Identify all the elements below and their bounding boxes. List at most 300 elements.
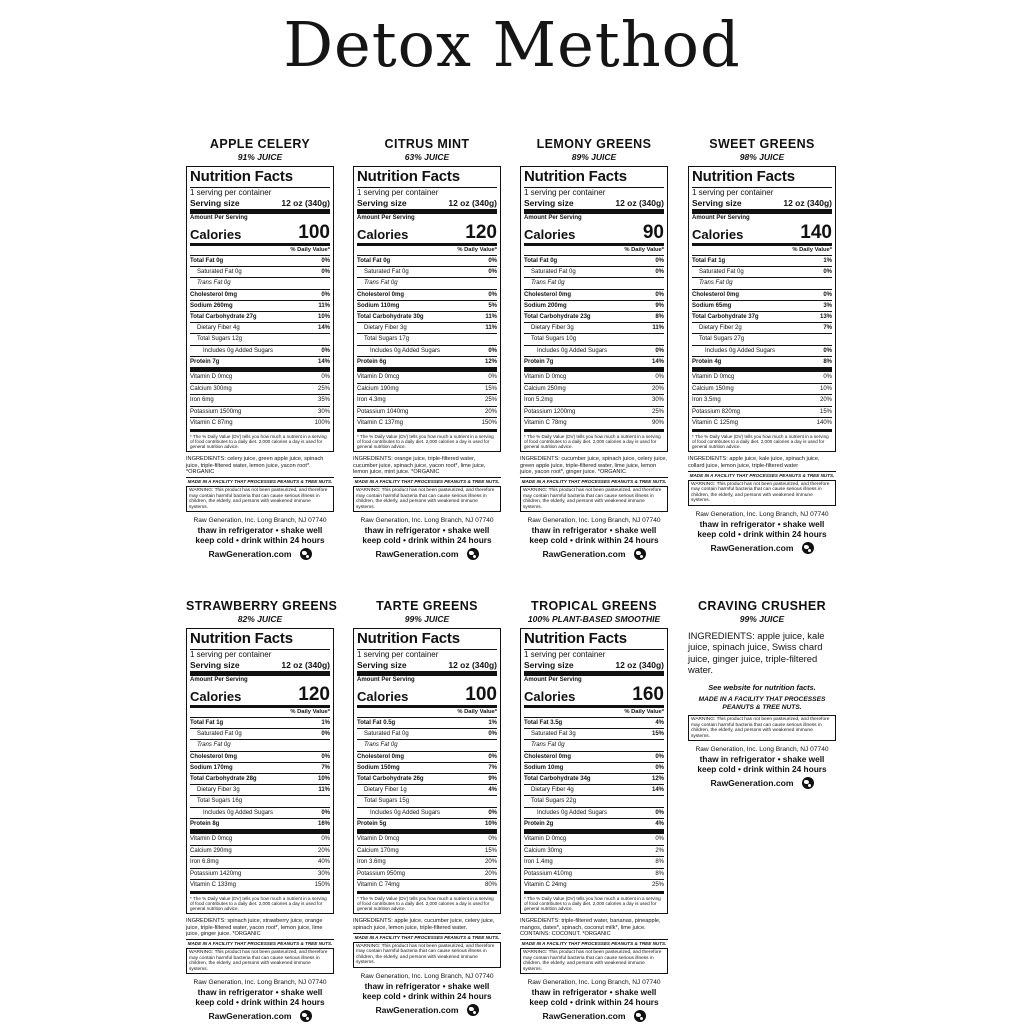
nutrient-row bbox=[357, 740, 497, 751]
vitamin-name: Potassium 1500mg bbox=[190, 408, 242, 415]
vitamin-dv: 0% bbox=[488, 836, 497, 843]
nutrient-row bbox=[190, 290, 330, 301]
nutrient-dv: 11% bbox=[652, 325, 664, 332]
facility-note: MADE IN A FACILITY THAT PROCESSES PEANUTS & TREE NUTS. bbox=[187, 479, 333, 485]
nutrient-name: Protein 7g bbox=[524, 358, 554, 365]
nutrient-row bbox=[524, 740, 664, 751]
nutrition-facts-panel bbox=[353, 628, 501, 914]
vitamin-name: Vitamin C 74mg bbox=[357, 882, 400, 889]
nutrient-dv: 0% bbox=[488, 347, 497, 354]
nutrient-name: Sodium 110mg bbox=[357, 302, 400, 309]
nutrient-dv: 15% bbox=[651, 731, 664, 738]
serving-size-value: 12 oz (340g) bbox=[783, 198, 832, 208]
vitamin-dv: 25% bbox=[317, 385, 330, 392]
nutrient-row bbox=[692, 346, 832, 357]
vitamin-dv: 25% bbox=[651, 408, 664, 415]
ingredients: INGREDIENTS: celery juice, green apple juice, spinach juice, triple-filtered water, lemon juice, yacon root*. *ORGANIC bbox=[186, 452, 334, 478]
serving-size-label: Serving size bbox=[692, 198, 742, 208]
serving-size-label: Serving size bbox=[190, 660, 240, 670]
amount-per-serving: Amount Per Serving bbox=[692, 215, 750, 221]
nutrient-name: Sodium 65mg bbox=[692, 302, 732, 309]
vitamin-row bbox=[357, 407, 497, 419]
vitamin-dv: 10% bbox=[819, 385, 832, 392]
nutrient-name: Trans Fat 0g bbox=[364, 280, 398, 287]
vitamin-dv: 20% bbox=[317, 847, 330, 854]
calories-value: 90 bbox=[642, 222, 664, 243]
nutrient-dv: 11% bbox=[318, 302, 330, 309]
servings-per-container: 1 serving per container bbox=[190, 650, 272, 659]
amount-per-serving: Amount Per Serving bbox=[524, 215, 582, 221]
nutrient-name: Saturated Fat 0g bbox=[699, 269, 744, 276]
nutrition-facts-panel bbox=[353, 166, 501, 452]
nutrient-dv: 13% bbox=[819, 314, 832, 321]
vitamin-dv: 25% bbox=[484, 397, 497, 404]
vitamin-row bbox=[524, 372, 664, 384]
nutrient-dv: 11% bbox=[485, 314, 497, 321]
product-card-tarte-greens bbox=[353, 598, 501, 1016]
nutrient-name: Includes 0g Added Sugars bbox=[537, 809, 608, 816]
nutrient-name: Dietary Fiber 1g bbox=[364, 787, 407, 794]
nutrient-name: Total Sugars 12g bbox=[197, 336, 243, 343]
daily-value-header: % Daily Value* bbox=[190, 708, 330, 718]
nutrient-row bbox=[524, 346, 664, 357]
product-card-sweet-greens bbox=[688, 136, 836, 554]
vitamin-row bbox=[357, 857, 497, 869]
card-header bbox=[186, 136, 334, 166]
vitamin-name: Calcium 190mg bbox=[357, 385, 399, 392]
juice-percent: 91% JUICE bbox=[237, 152, 283, 162]
vitamin-name: Calcium 250mg bbox=[524, 385, 566, 392]
nutrient-dv: 0% bbox=[823, 269, 832, 276]
nutrient-name: Protein 6g bbox=[357, 358, 387, 365]
website-link[interactable]: RawGeneration.com bbox=[208, 548, 292, 559]
nutrient-row bbox=[524, 718, 664, 729]
vitamin-row bbox=[190, 869, 330, 881]
nutrient-dv: 7% bbox=[823, 325, 832, 332]
daily-value-footnote: * The % Daily Value (DV) tells you how much a nutrient in a serving of food contributes to a daily diet. 2,000 calories a day is used for general nutrition advice. bbox=[524, 895, 661, 911]
vitamin-name: Vitamin C 78mg bbox=[524, 420, 567, 427]
nutrient-row bbox=[190, 729, 330, 740]
nutrient-name: Cholesterol 0mg bbox=[524, 291, 572, 298]
vitamin-dv: 0% bbox=[655, 836, 664, 843]
website-link[interactable]: RawGeneration.com bbox=[710, 778, 794, 789]
nutrient-row bbox=[524, 796, 664, 807]
vitamin-name: Calcium 30mg bbox=[524, 847, 563, 854]
product-card-lemony-greens bbox=[520, 136, 668, 560]
product-card-tropical-greens bbox=[520, 598, 668, 1022]
juice-percent: 82% JUICE bbox=[237, 614, 283, 624]
vitamin-row bbox=[357, 384, 497, 396]
vitamin-row bbox=[190, 384, 330, 396]
serving-size-value: 12 oz (340g) bbox=[448, 660, 497, 670]
nutrient-name: Dietary Fiber 3g bbox=[197, 787, 240, 794]
website-link[interactable]: RawGeneration.com bbox=[542, 548, 626, 559]
nutrient-row bbox=[357, 763, 497, 774]
daily-value-header: % Daily Value* bbox=[357, 708, 497, 718]
page-title: Detox Method bbox=[283, 8, 741, 81]
daily-value-footnote: * The % Daily Value (DV) tells you how much a nutrient in a serving of food contributes to a daily diet. 2,000 calories a day is used for general nutrition advice. bbox=[190, 895, 327, 911]
instructions-line-1: thaw in refrigerator • shake well bbox=[197, 524, 323, 535]
product-name: CITRUS MINT bbox=[384, 137, 470, 151]
product-name: SWEET GREENS bbox=[709, 137, 815, 151]
nutrient-name: Cholesterol 0mg bbox=[692, 291, 740, 298]
vitamin-dv: 8% bbox=[655, 870, 664, 877]
globe-icon bbox=[634, 1010, 646, 1022]
nutrient-row bbox=[357, 312, 497, 323]
nutrient-name: Includes 0g Added Sugars bbox=[705, 347, 776, 354]
vitamin-name: Vitamin D 0mcg bbox=[524, 374, 567, 381]
nutrient-name: Includes 0g Added Sugars bbox=[370, 347, 441, 354]
vitamin-row bbox=[524, 384, 664, 396]
nutrient-name: Trans Fat 0g bbox=[531, 280, 565, 287]
facility-note: MADE IN A FACILITY THAT PROCESSES PEANUTS & TREE NUTS. bbox=[521, 479, 667, 485]
instructions-line-1: thaw in refrigerator • shake well bbox=[531, 524, 657, 535]
calories-value: 120 bbox=[298, 684, 330, 705]
servings-per-container: 1 serving per container bbox=[357, 650, 439, 659]
daily-value-footnote: * The % Daily Value (DV) tells you how much a nutrient in a serving of food contributes to a daily diet. 2,000 calories a day is used for general nutrition advice. bbox=[692, 433, 829, 449]
facility-note: MADE IN A FACILITY THAT PROCESSES PEANUTS & TREE NUTS. bbox=[521, 941, 667, 947]
website-row bbox=[520, 1007, 668, 1022]
nutrient-name: Total Fat 0g bbox=[357, 258, 391, 264]
nutrition-note: See website for nutrition facts. bbox=[708, 682, 816, 692]
nutrient-row bbox=[190, 819, 330, 834]
nutrient-row bbox=[692, 312, 832, 323]
vitamin-row bbox=[692, 407, 832, 419]
globe-icon bbox=[802, 542, 814, 554]
calories-label: Calories bbox=[692, 227, 744, 242]
nutrient-dv: 12% bbox=[651, 776, 664, 783]
amount-per-serving: Amount Per Serving bbox=[524, 677, 582, 683]
nutrient-row bbox=[692, 357, 832, 372]
juice-percent: 99% JUICE bbox=[739, 614, 785, 624]
vitamin-dv: 35% bbox=[317, 397, 330, 404]
serving-size-value: 12 oz (340g) bbox=[281, 198, 330, 208]
amount-per-serving: Amount Per Serving bbox=[357, 677, 415, 683]
nutrient-dv: 0% bbox=[823, 347, 832, 354]
nutrient-name: Includes 0g Added Sugars bbox=[203, 347, 274, 354]
nutrient-dv: 0% bbox=[488, 258, 497, 264]
juice-percent: 100% PLANT-BASED SMOOTHIE bbox=[527, 614, 661, 624]
nutrient-row bbox=[357, 752, 497, 763]
vitamin-row bbox=[190, 880, 330, 894]
nutrient-row bbox=[190, 278, 330, 289]
calories-row bbox=[692, 223, 832, 246]
vitamin-dv: 30% bbox=[651, 397, 664, 404]
nutrient-row bbox=[190, 718, 330, 729]
nutrient-row bbox=[357, 267, 497, 278]
vitamin-name: Potassium 410mg bbox=[524, 870, 573, 877]
vitamin-dv: 15% bbox=[484, 385, 497, 392]
nutrient-dv: 1% bbox=[823, 258, 832, 264]
website-link[interactable]: RawGeneration.com bbox=[542, 1010, 626, 1021]
nutrient-row bbox=[190, 323, 330, 334]
vitamin-name: Iron 1.4mg bbox=[524, 859, 553, 866]
nutrient-row bbox=[357, 278, 497, 289]
serving-size-value: 12 oz (340g) bbox=[281, 660, 330, 670]
vitamin-name: Potassium 820mg bbox=[692, 408, 741, 415]
vitamin-dv: 0% bbox=[488, 374, 497, 381]
nutrient-name: Total Fat 1g bbox=[692, 258, 726, 264]
nutrient-dv: 9% bbox=[655, 302, 664, 309]
nutrient-row bbox=[357, 256, 497, 267]
juice-percent: 98% JUICE bbox=[739, 152, 785, 162]
vitamin-dv: 15% bbox=[484, 847, 497, 854]
nutrient-name: Trans Fat 0g bbox=[197, 742, 231, 749]
nutrient-dv: 12% bbox=[484, 358, 497, 365]
calories-row bbox=[524, 223, 664, 246]
nutrient-name: Trans Fat 0g bbox=[364, 742, 398, 749]
vitamin-name: Potassium 950mg bbox=[357, 870, 406, 877]
vitamin-row bbox=[692, 372, 832, 384]
vitamin-row bbox=[190, 395, 330, 407]
nutrition-facts-panel bbox=[520, 628, 668, 914]
nutrient-dv: 14% bbox=[317, 325, 330, 332]
vitamin-dv: 150% bbox=[481, 420, 497, 427]
product-card-apple-celery bbox=[186, 136, 334, 560]
nutrient-name: Total Carbohydrate 27g bbox=[190, 314, 257, 321]
vitamin-name: Iron 3.6mg bbox=[357, 859, 386, 866]
website-link[interactable]: RawGeneration.com bbox=[710, 542, 794, 553]
website-row bbox=[186, 1007, 334, 1022]
calories-label: Calories bbox=[190, 227, 242, 242]
nutrient-name: Total Carbohydrate 37g bbox=[692, 314, 759, 321]
vitamin-dv: 140% bbox=[816, 420, 832, 427]
vitamin-dv: 40% bbox=[317, 859, 330, 866]
globe-icon bbox=[634, 548, 646, 560]
vitamin-name: Vitamin C 133mg bbox=[190, 882, 236, 889]
product-card-strawberry-greens bbox=[186, 598, 338, 1022]
warning-box: WARNING: This product has not been pasteurized, and therefore may contain harmful bacteria that can cause serious illness in children, the elderly, and persons with weakened immune systems. bbox=[353, 486, 501, 512]
serving-size-row bbox=[357, 660, 497, 676]
vitamin-row bbox=[190, 834, 330, 846]
nutrient-name: Includes 0g Added Sugars bbox=[203, 809, 274, 816]
instructions-line-2: keep cold • drink within 24 hours bbox=[195, 534, 325, 545]
daily-value-footnote: * The % Daily Value (DV) tells you how much a nutrient in a serving of food contributes to a daily diet. 2,000 calories a day is used for general nutrition advice. bbox=[357, 895, 494, 911]
nutrient-row bbox=[524, 301, 664, 312]
nutrition-facts-title: Nutrition Facts bbox=[357, 168, 497, 188]
daily-value-header: % Daily Value* bbox=[692, 246, 832, 256]
maker-address: Raw Generation, Inc. Long Branch, NJ 07740 bbox=[527, 978, 661, 986]
vitamin-name: Potassium 1200mg bbox=[524, 408, 576, 415]
nutrient-dv: 0% bbox=[321, 269, 330, 276]
nutrient-dv: 0% bbox=[488, 731, 497, 738]
globe-icon bbox=[467, 548, 479, 560]
nutrient-row bbox=[357, 357, 497, 372]
serving-size-value: 12 oz (340g) bbox=[615, 660, 664, 670]
calories-row bbox=[190, 685, 330, 708]
ingredients: INGREDIENTS: triple-filtered water, bananas, pineapple, mangos, dates*, spinach, coconut milk*, lime juice. CONTAINS: COCONUT. *ORGANIC bbox=[520, 914, 668, 940]
vitamin-name: Vitamin C 125mg bbox=[692, 420, 738, 427]
nutrient-name: Dietary Fiber 3g bbox=[364, 325, 407, 332]
calories-label: Calories bbox=[357, 689, 409, 704]
nutrient-row bbox=[692, 256, 832, 267]
nutrient-name: Total Fat 0g bbox=[190, 258, 224, 264]
nutrient-name: Sodium 200mg bbox=[524, 302, 567, 309]
website-link[interactable]: RawGeneration.com bbox=[375, 548, 459, 559]
vitamin-name: Iron 3.5mg bbox=[692, 397, 721, 404]
nutrient-row bbox=[692, 323, 832, 334]
facility-note: MADE IN A FACILITY THAT PROCESSES PEANUTS & TREE NUTS. bbox=[698, 695, 826, 712]
instructions-line-1: thaw in refrigerator • shake well bbox=[699, 754, 825, 765]
vitamin-dv: 15% bbox=[819, 408, 832, 415]
servings-per-container: 1 serving per container bbox=[692, 188, 774, 197]
vitamin-dv: 0% bbox=[823, 374, 832, 381]
nutrient-row bbox=[692, 334, 832, 345]
nutrient-dv: 0% bbox=[655, 809, 664, 816]
nutrient-name: Total Sugars 10g bbox=[531, 336, 577, 343]
vitamin-name: Calcium 170mg bbox=[357, 847, 399, 854]
nutrient-row bbox=[190, 301, 330, 312]
vitamin-dv: 2% bbox=[655, 847, 664, 854]
nutrient-row bbox=[190, 774, 330, 785]
nutrient-row bbox=[190, 346, 330, 357]
website-row bbox=[186, 545, 334, 560]
nutrient-name: Cholesterol 0mg bbox=[357, 753, 405, 760]
nutrient-name: Sodium 150mg bbox=[357, 764, 400, 771]
nutrient-dv: 0% bbox=[655, 753, 664, 760]
vitamin-name: Vitamin D 0mcg bbox=[190, 836, 233, 843]
nutrient-name: Saturated Fat 0g bbox=[197, 269, 242, 276]
calories-label: Calories bbox=[357, 227, 409, 242]
daily-value-header: % Daily Value* bbox=[524, 246, 664, 256]
vitamin-row bbox=[190, 407, 330, 419]
daily-value-footnote: * The % Daily Value (DV) tells you how much a nutrient in a serving of food contributes to a daily diet. 2,000 calories a day is used for general nutrition advice. bbox=[190, 433, 327, 449]
product-name: TROPICAL GREENS bbox=[531, 599, 657, 613]
vitamin-dv: 80% bbox=[484, 882, 497, 889]
nutrient-dv: 11% bbox=[485, 325, 497, 332]
nutrient-dv: 9% bbox=[488, 776, 497, 783]
vitamin-row bbox=[524, 407, 664, 419]
nutrient-row bbox=[692, 267, 832, 278]
product-name: CRAVING CRUSHER bbox=[698, 599, 826, 613]
instructions-line-1: thaw in refrigerator • shake well bbox=[364, 980, 490, 991]
product-card-craving-crusher bbox=[688, 598, 836, 789]
calories-row bbox=[357, 223, 497, 246]
globe-icon bbox=[300, 1010, 312, 1022]
globe-icon bbox=[467, 1004, 479, 1016]
card-header bbox=[520, 598, 668, 628]
servings-per-container: 1 serving per container bbox=[190, 188, 272, 197]
nutrient-name: Protein 2g bbox=[524, 820, 554, 827]
instructions-line-2: keep cold • drink within 24 hours bbox=[195, 996, 325, 1007]
nutrient-row bbox=[190, 796, 330, 807]
globe-icon bbox=[802, 777, 814, 789]
vitamin-row bbox=[357, 395, 497, 407]
nutrient-row bbox=[357, 718, 497, 729]
nutrient-name: Dietary Fiber 4g bbox=[531, 787, 574, 794]
calories-value: 100 bbox=[465, 684, 497, 705]
vitamin-row bbox=[357, 372, 497, 384]
nutrient-row bbox=[190, 763, 330, 774]
nutrient-row bbox=[524, 323, 664, 334]
nutrient-name: Saturated Fat 0g bbox=[364, 269, 409, 276]
nutrient-dv: 0% bbox=[321, 347, 330, 354]
maker-address: Raw Generation, Inc. Long Branch, NJ 07740 bbox=[527, 516, 661, 524]
serving-size-row bbox=[524, 660, 664, 676]
nutrient-dv: 5% bbox=[488, 302, 497, 309]
servings-per-container: 1 serving per container bbox=[524, 188, 606, 197]
nutrient-name: Total Fat 3.5g bbox=[524, 720, 563, 726]
warning-box: WARNING: This product has not been pasteurized, and therefore may contain harmful bacteria that can cause serious illness in children, the elderly, and persons with weakened immune systems. bbox=[520, 486, 668, 512]
ingredients: INGREDIENTS: apple juice, cucumber juice, celery juice, spinach juice, lemon juice, triple-filtered water. bbox=[353, 914, 501, 934]
vitamin-dv: 30% bbox=[317, 408, 330, 415]
nutrient-name: Protein 5g bbox=[357, 820, 387, 827]
nutrient-name: Protein 7g bbox=[190, 358, 220, 365]
nutrition-facts-title: Nutrition Facts bbox=[524, 630, 664, 650]
warning-box: WARNING: This product has not been pasteurized, and therefore may contain harmful bacteria that can cause serious illness in children, the elderly, and persons with weakened immune systems. bbox=[186, 948, 334, 974]
facility-note: MADE IN A FACILITY THAT PROCESSES PEANUTS & TREE NUTS. bbox=[354, 934, 500, 940]
amount-per-serving: Amount Per Serving bbox=[190, 677, 248, 683]
serving-size-label: Serving size bbox=[357, 198, 407, 208]
vitamin-section bbox=[190, 372, 330, 432]
vitamin-section bbox=[692, 372, 832, 432]
nutrient-name: Total Carbohydrate 23g bbox=[524, 314, 591, 321]
nutrient-name: Protein 4g bbox=[692, 358, 722, 365]
card-header bbox=[353, 598, 501, 628]
nutrient-dv: 0% bbox=[655, 291, 664, 298]
website-link[interactable]: RawGeneration.com bbox=[208, 1010, 292, 1021]
vitamin-dv: 150% bbox=[314, 882, 330, 889]
nutrient-row bbox=[190, 334, 330, 345]
ingredients: INGREDIENTS: spinach juice, strawberry juice, orange juice, triple-filtered water, yacon root*, lemon juice, lime juice, ginger juice. *ORGANIC bbox=[186, 914, 334, 940]
calories-value: 100 bbox=[298, 222, 330, 243]
amount-per-serving: Amount Per Serving bbox=[357, 215, 415, 221]
nutrient-row bbox=[357, 774, 497, 785]
vitamin-row bbox=[692, 395, 832, 407]
nutrient-row bbox=[357, 785, 497, 796]
nutrient-name: Total Sugars 16g bbox=[197, 798, 243, 805]
vitamin-dv: 25% bbox=[651, 882, 664, 889]
nutrient-name: Total Sugars 17g bbox=[364, 336, 410, 343]
nutrient-name: Total Carbohydrate 26g bbox=[357, 776, 424, 783]
juice-percent: 99% JUICE bbox=[404, 614, 450, 624]
serving-size-row bbox=[692, 198, 832, 214]
facility-note: MADE IN A FACILITY THAT PROCESSES PEANUTS & TREE NUTS. bbox=[689, 472, 835, 478]
serving-size-label: Serving size bbox=[357, 660, 407, 670]
globe-icon bbox=[300, 548, 312, 560]
warning-box: WARNING: This product has not been pasteurized, and therefore may contain harmful bacteria that can cause serious illness in children, the elderly, and persons with weakened immune systems. bbox=[688, 480, 836, 506]
nutrient-row bbox=[190, 357, 330, 372]
calories-row bbox=[524, 685, 664, 708]
vitamin-section bbox=[357, 834, 497, 894]
nutrient-row bbox=[190, 752, 330, 763]
website-link[interactable]: RawGeneration.com bbox=[375, 1004, 459, 1015]
nutrient-row bbox=[692, 301, 832, 312]
nutrient-row bbox=[357, 290, 497, 301]
vitamin-row bbox=[357, 834, 497, 846]
nutrient-row bbox=[357, 323, 497, 334]
nutrient-dv: 8% bbox=[655, 314, 664, 321]
nutrient-dv: 1% bbox=[321, 720, 330, 726]
nutrient-dv: 3% bbox=[823, 302, 832, 309]
nutrient-row bbox=[524, 774, 664, 785]
nutrient-dv: 10% bbox=[484, 820, 497, 827]
vitamin-row bbox=[357, 869, 497, 881]
instructions-line-1: thaw in refrigerator • shake well bbox=[531, 986, 657, 997]
nutrient-dv: 0% bbox=[655, 764, 664, 771]
warning-box: WARNING: This product has not been pasteurized, and therefore may contain harmful bacteria that can cause serious illness in children, the elderly, and persons with weakened immune systems. bbox=[520, 948, 668, 974]
vitamin-section bbox=[524, 372, 664, 432]
warning-box: WARNING: This product has not been pasteurized, and therefore may contain harmful bacteria that can cause serious illness in children, the elderly, and persons with weakened immune systems. bbox=[186, 486, 334, 512]
nutrient-row bbox=[190, 256, 330, 267]
nutrient-row bbox=[357, 301, 497, 312]
daily-value-header: % Daily Value* bbox=[524, 708, 664, 718]
nutrient-name: Trans Fat 0g bbox=[699, 280, 733, 287]
vitamin-dv: 0% bbox=[655, 374, 664, 381]
nutrient-row bbox=[357, 808, 497, 819]
nutrient-dv: 4% bbox=[488, 787, 497, 794]
nutrient-name: Cholesterol 0mg bbox=[190, 291, 238, 298]
